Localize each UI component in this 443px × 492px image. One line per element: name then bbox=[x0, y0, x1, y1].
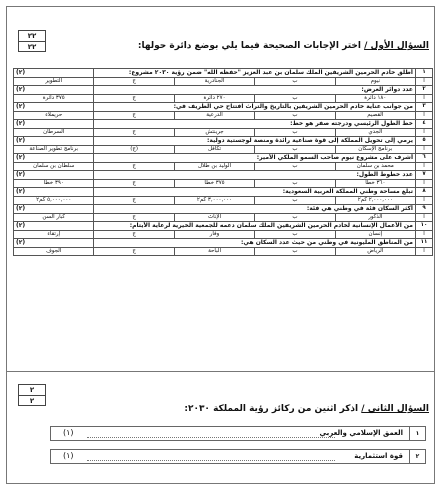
option-choice[interactable]: تكافل bbox=[174, 145, 254, 154]
option-choice[interactable]: جرينتش bbox=[174, 128, 254, 137]
question-row bbox=[14, 137, 433, 146]
options-row bbox=[14, 213, 433, 222]
question-points: (٢) bbox=[14, 86, 94, 95]
question-text: عدد خطوط الطول: bbox=[94, 171, 416, 180]
question-points: (٢) bbox=[14, 120, 94, 129]
option-letter: ب bbox=[255, 196, 335, 205]
option-letter: أ bbox=[416, 196, 433, 205]
q1-table bbox=[13, 68, 433, 256]
question-number: ٤ bbox=[416, 120, 433, 129]
option-letter: ج bbox=[94, 162, 174, 171]
options-row bbox=[14, 230, 433, 239]
question-text: أشرف على مشروع نيوم صاحب السمو الملكي الأمير: bbox=[94, 154, 416, 163]
question-points: (٢) bbox=[14, 154, 94, 163]
q1-score-bottom: ٢٢ bbox=[27, 43, 37, 51]
option-choice[interactable]: برنامج الإسكان bbox=[335, 145, 415, 154]
dotted-line bbox=[87, 460, 335, 461]
question-row bbox=[14, 205, 433, 214]
question-text: أكثر السكان فئة في وطني هي فئة: bbox=[94, 205, 416, 214]
q2-answer-row bbox=[50, 449, 426, 464]
question-row bbox=[14, 222, 433, 231]
question-row bbox=[14, 239, 433, 248]
question-number: ٢ bbox=[416, 86, 433, 95]
question-row bbox=[14, 188, 433, 197]
option-letter: ب bbox=[255, 128, 335, 137]
q1-score-top: ٢٢ bbox=[19, 31, 45, 42]
option-letter: ج bbox=[94, 213, 174, 222]
q2-answer-text: قوة استثمارية bbox=[354, 452, 403, 460]
question-points: (٢) bbox=[14, 239, 94, 248]
option-letter: (ج) bbox=[94, 145, 174, 154]
q2-instruction: اذكر اثنين من ركائز رؤية المملكة ٢٠٣٠: bbox=[184, 404, 359, 414]
option-choice[interactable]: ٢,٠٠٠,٠٠٠ كم٢ bbox=[335, 196, 415, 205]
options-row bbox=[14, 145, 433, 154]
options-row bbox=[14, 179, 433, 188]
option-letter: ب bbox=[255, 230, 335, 239]
option-letter: ج bbox=[94, 247, 174, 256]
question-text: عدد دوائر العرض: bbox=[94, 86, 416, 95]
option-choice[interactable]: القصيم bbox=[335, 111, 415, 120]
option-choice[interactable]: ١٨٠ دائرة bbox=[335, 94, 415, 103]
question-row bbox=[14, 120, 433, 129]
question-number: ١ bbox=[416, 69, 433, 78]
options-row bbox=[14, 247, 433, 256]
option-choice[interactable]: ٣,٠٠٠,٠٠٠ كم٢ bbox=[174, 196, 254, 205]
options-row bbox=[14, 162, 433, 171]
option-letter: ج bbox=[94, 196, 174, 205]
q2-answer-row bbox=[50, 426, 426, 441]
q1-instruction: اختر الإجابات الصحيحة فيما يلي بوضع دائرة حولها: bbox=[137, 41, 361, 51]
question-text: خط الطول الرئيسي ودرجته صفر هو خط: bbox=[94, 120, 416, 129]
option-choice[interactable]: ٣٧٥ دائرة bbox=[14, 94, 94, 103]
question-text: من المناطق المليونية في وطني من حيث عدد السكان هي: bbox=[94, 239, 416, 248]
question-text: من الأعمال الإنسانية لخادم الحرمين الشريفين الملك سلمان دعمه للجمعية الخيرية لرعاية الأيتام: bbox=[94, 222, 416, 231]
option-letter: ج bbox=[94, 111, 174, 120]
option-choice[interactable]: الجنادرية bbox=[174, 77, 254, 86]
options-row bbox=[14, 111, 433, 120]
option-choice[interactable]: التطوير bbox=[14, 77, 94, 86]
option-choice[interactable]: الدرعية bbox=[174, 111, 254, 120]
option-choice[interactable]: كبار السن bbox=[14, 213, 94, 222]
option-letter: ج bbox=[94, 128, 174, 137]
q2-title bbox=[184, 404, 429, 414]
option-choice[interactable]: الذكور bbox=[335, 213, 415, 222]
section-divider bbox=[7, 371, 434, 372]
option-letter: ب bbox=[255, 77, 335, 86]
option-choice[interactable]: إرتقاء bbox=[14, 230, 94, 239]
q2-score-box bbox=[18, 384, 46, 406]
q2-prefix: السؤال الثاني / bbox=[361, 404, 429, 414]
q2-score-top: ٢ bbox=[19, 385, 45, 396]
option-letter: أ bbox=[416, 247, 433, 256]
question-row bbox=[14, 154, 433, 163]
option-letter: أ bbox=[416, 230, 433, 239]
option-choice[interactable]: الإناث bbox=[174, 213, 254, 222]
option-choice[interactable]: الجدي bbox=[335, 128, 415, 137]
option-letter: أ bbox=[416, 145, 433, 154]
question-points: (٢) bbox=[14, 171, 94, 180]
option-choice[interactable]: محمد بن سلمان bbox=[335, 162, 415, 171]
option-choice[interactable]: نيوم bbox=[335, 77, 415, 86]
option-choice[interactable]: حريملاء bbox=[14, 111, 94, 120]
option-choice[interactable]: الرياض bbox=[335, 247, 415, 256]
q1-title bbox=[138, 41, 429, 51]
dotted-line bbox=[87, 437, 335, 438]
question-number: ١١ bbox=[416, 239, 433, 248]
option-choice[interactable]: سلطان بن سلمان bbox=[14, 162, 94, 171]
option-letter: ج bbox=[94, 77, 174, 86]
question-row bbox=[14, 86, 433, 95]
question-points: (٢) bbox=[14, 69, 94, 78]
q2-mark: (١) bbox=[63, 428, 74, 437]
question-number: ٥ bbox=[416, 137, 433, 146]
option-letter: ب bbox=[255, 162, 335, 171]
question-row bbox=[14, 103, 433, 112]
option-letter: ج bbox=[94, 179, 174, 188]
question-text: تبلغ مساحة وطني المملكة العربية السعودية: bbox=[94, 188, 416, 197]
option-letter: ب bbox=[255, 179, 335, 188]
q2-score-bottom: ٢ bbox=[29, 397, 35, 405]
option-choice[interactable]: برنامج تطوير الصناعة bbox=[14, 145, 94, 154]
question-number: ٣ bbox=[416, 103, 433, 112]
option-choice[interactable]: الباحة bbox=[174, 247, 254, 256]
option-choice[interactable]: الجوف bbox=[14, 247, 94, 256]
option-choice[interactable]: السرطان bbox=[14, 128, 94, 137]
question-number: ٧ bbox=[416, 171, 433, 180]
q2-mark: (١) bbox=[63, 451, 74, 460]
options-row bbox=[14, 77, 433, 86]
question-points: (٢) bbox=[14, 103, 94, 112]
option-choice[interactable]: ٣٧٥ خطاً bbox=[174, 179, 254, 188]
option-letter: أ bbox=[416, 77, 433, 86]
question-number: ١٠ bbox=[416, 222, 433, 231]
option-letter: ب bbox=[255, 145, 335, 154]
option-choice[interactable]: ٣٩٠ خطاً bbox=[14, 179, 94, 188]
options-row bbox=[14, 94, 433, 103]
question-points: (٢) bbox=[14, 205, 94, 214]
option-letter: أ bbox=[416, 111, 433, 120]
question-row bbox=[14, 171, 433, 180]
option-letter: ب bbox=[255, 213, 335, 222]
option-letter: ب bbox=[255, 247, 335, 256]
q1-prefix: السؤال الأول / bbox=[364, 41, 429, 51]
question-text: أطلق خادم الحرمين الشريفين الملك سلمان بن عبد العزيز "حفظه الله" ضمن رؤية ٢٠٣٠ مشروع: bbox=[94, 69, 416, 78]
option-letter: ب bbox=[255, 111, 335, 120]
question-points: (٢) bbox=[14, 222, 94, 231]
q2-answer-text: العمق الإسلامي والعربي bbox=[319, 429, 403, 437]
question-row bbox=[14, 69, 433, 78]
question-number: ٦ bbox=[416, 154, 433, 163]
option-letter: ج bbox=[94, 230, 174, 239]
option-letter: أ bbox=[416, 162, 433, 171]
option-choice[interactable]: ٥,٠٠٠,٠٠٠ كم٢ bbox=[14, 196, 94, 205]
options-row bbox=[14, 196, 433, 205]
option-choice[interactable]: إنسان bbox=[335, 230, 415, 239]
question-points: (٢) bbox=[14, 188, 94, 197]
question-number: ٩ bbox=[416, 205, 433, 214]
question-text: من جوانب عناية خادم الحرمين الشريفين بالتاريخ والتراث افتتاح حي الطريف في: bbox=[94, 103, 416, 112]
question-points: (٢) bbox=[14, 137, 94, 146]
option-letter: أ bbox=[416, 213, 433, 222]
option-letter: أ bbox=[416, 179, 433, 188]
question-text: يرمي إلى تحويل المملكة إلى قوة صناعية رائدة ومنصة لوجستية دولية: bbox=[94, 137, 416, 146]
option-choice[interactable]: ٢٧٠ دائرة bbox=[174, 94, 254, 103]
option-letter: أ bbox=[416, 94, 433, 103]
option-letter: أ bbox=[416, 128, 433, 137]
q1-score-box bbox=[18, 30, 46, 52]
option-letter: ج bbox=[94, 94, 174, 103]
q2-item-number: ١ bbox=[409, 427, 425, 440]
option-choice[interactable]: وفار bbox=[174, 230, 254, 239]
options-row bbox=[14, 128, 433, 137]
option-choice[interactable]: الوليد بن طلال bbox=[174, 162, 254, 171]
q2-item-number: ٢ bbox=[409, 450, 425, 463]
option-letter: ب bbox=[255, 94, 335, 103]
option-choice[interactable]: ٣٦٠ خطاً bbox=[335, 179, 415, 188]
question-number: ٨ bbox=[416, 188, 433, 197]
